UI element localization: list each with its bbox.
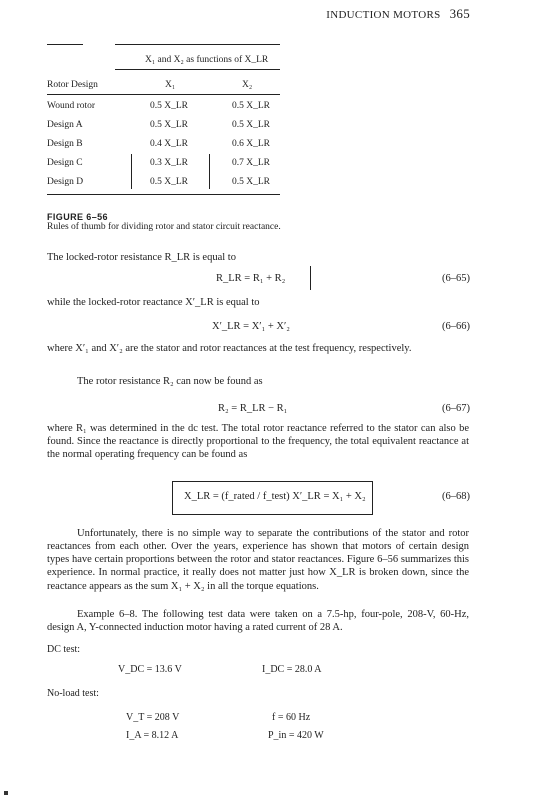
table-span-rule (115, 69, 280, 70)
equation-6-66: X′_LR = X′₁ + X′₂ (212, 321, 290, 332)
dc-current: I_DC = 28.0 A (262, 664, 322, 675)
dc-test-label: DC test: (47, 644, 81, 655)
table-cell: 0.5 X_LR (150, 120, 188, 130)
table-col-header-x2: X₂ (242, 80, 253, 90)
example-paragraph: Example 6–8. The following test data were taken on a 7.5-hp, four-pole, 208-V, 60-Hz, design A, Y-connected induction motor having a rated current of 28 A. (47, 609, 469, 634)
paragraph: Unfortunately, there is no simple way to separate the contributions of the stator and rotor reactances from each other. Over the years, experience has shown that motors of certain design types have certain proportions between the rotor and stator reactances. Figure 6–56 summarizes this experience. In normal practice, it really does not matter just how X_LR is broken down, since the reactance appears as the sum X₁ + X₂ in all the torque equations. (47, 528, 469, 592)
running-header (326, 6, 470, 23)
no-load-test-label: No-load test: (47, 688, 99, 699)
table-cell: 0.5 X_LR (150, 177, 188, 187)
table-cell: 0.5 X_LR (232, 101, 270, 111)
table-row-label: Wound rotor (47, 101, 96, 111)
paragraph: while the locked-rotor reactance X′_LR is equal to (47, 297, 260, 308)
table-cell: 0.7 X_LR (232, 158, 270, 168)
paragraph: The locked-rotor resistance R_LR is equal to (47, 252, 236, 263)
scan-corner-mark (4, 791, 8, 795)
page-number: 365 (449, 6, 470, 21)
paragraph: The rotor resistance R₂ can now be found as (77, 376, 263, 387)
paragraph: where X′₁ and X′₂ are the stator and rotor reactances at the test frequency, respectively. (47, 343, 412, 354)
equation-6-65: R_LR = R₁ + R₂ (216, 273, 286, 284)
table-top-rule-right (115, 44, 280, 45)
equation-number: (6–68) (442, 491, 470, 502)
paragraph: where R₁ was determined in the dc test. The total rotor reactance referred to the stator can also be found. Since the reactance is directly proportional to the frequency, the total equivalent reactance at the normal operating frequency can be found as (47, 423, 469, 461)
equation-number: (6–66) (442, 321, 470, 332)
table-col-header-design: Rotor Design (47, 80, 98, 90)
table-scan-mark (209, 154, 210, 189)
table-header-rule (47, 94, 280, 95)
table-cell: 0.5 X_LR (232, 177, 270, 187)
table-cell: 0.3 X_LR (150, 158, 188, 168)
table-cell: 0.5 X_LR (232, 120, 270, 130)
no-load-voltage: V_T = 208 V (126, 712, 180, 723)
table-cell: 0.4 X_LR (150, 139, 188, 149)
equation-6-68: X_LR = (f_rated / f_test) X′_LR = X₁ + X₂ (184, 491, 366, 502)
table-bottom-rule (47, 194, 280, 195)
header-title: INDUCTION MOTORS (326, 9, 441, 21)
figure-label: FIGURE 6–56 (47, 212, 108, 222)
table-cell: 0.5 X_LR (150, 101, 188, 111)
table-scan-mark (131, 154, 132, 189)
table-col-header-x1: X₁ (165, 80, 176, 90)
figure-caption: Rules of thumb for dividing rotor and stator circuit reactance. (47, 222, 281, 232)
equation-number: (6–65) (442, 273, 470, 284)
equation-6-67: R₂ = R_LR − R₁ (218, 403, 288, 414)
dc-voltage: V_DC = 13.6 V (118, 664, 182, 675)
equation-scan-mark (310, 266, 311, 290)
no-load-frequency: f = 60 Hz (272, 712, 311, 723)
no-load-power: P_in = 420 W (268, 730, 324, 741)
equation-number: (6–67) (442, 403, 470, 414)
table-top-rule-left (47, 44, 83, 45)
table-row-label: Design B (47, 139, 83, 149)
no-load-current: I_A = 8.12 A (126, 730, 179, 741)
table-cell: 0.6 X_LR (232, 139, 270, 149)
table-row-label: Design D (47, 177, 84, 187)
table-span-header: X₁ and X₂ as functions of X_LR (145, 55, 269, 65)
table-row-label: Design C (47, 158, 83, 168)
table-row-label: Design A (47, 120, 83, 130)
